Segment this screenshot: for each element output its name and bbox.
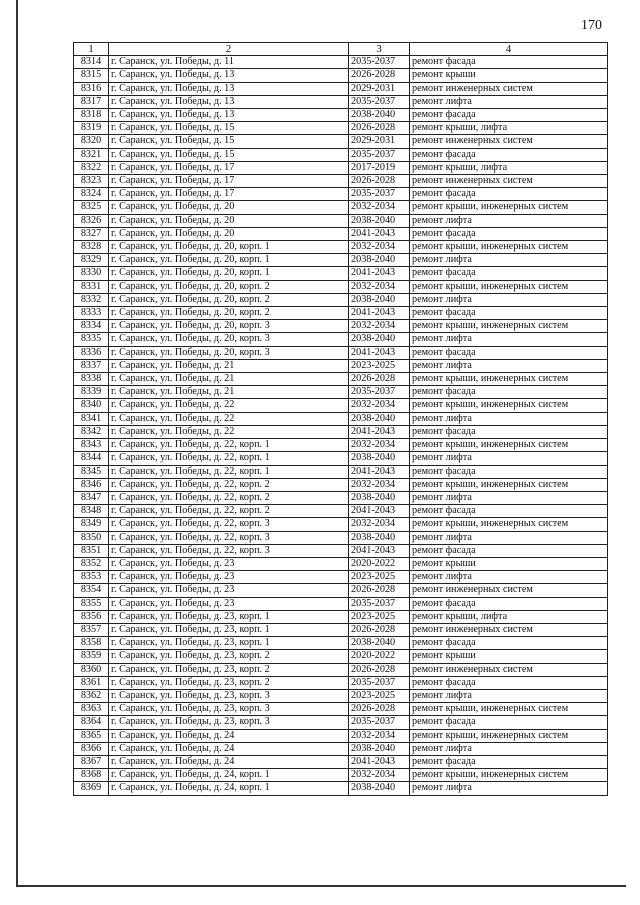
address-cell: г. Саранск, ул. Победы, д. 23 xyxy=(109,597,349,610)
work-type-cell: ремонт крыши xyxy=(410,557,608,570)
work-type-cell: ремонт лифта xyxy=(410,742,608,755)
address-cell: г. Саранск, ул. Победы, д. 22, корп. 1 xyxy=(109,465,349,478)
row-number: 8337 xyxy=(74,359,109,372)
row-number: 8331 xyxy=(74,280,109,293)
address-cell: г. Саранск, ул. Победы, д. 13 xyxy=(109,109,349,122)
table-row xyxy=(74,637,608,650)
row-number: 8328 xyxy=(74,241,109,254)
period-cell: 2023-2025 xyxy=(349,571,410,584)
period-cell: 2038-2040 xyxy=(349,333,410,346)
work-type-cell: ремонт крыши, инженерных систем xyxy=(410,439,608,452)
address-cell: г. Саранск, ул. Победы, д. 13 xyxy=(109,95,349,108)
table-row xyxy=(74,544,608,557)
row-number: 8344 xyxy=(74,452,109,465)
table-row xyxy=(74,109,608,122)
work-type-cell: ремонт фасада xyxy=(410,544,608,557)
period-cell: 2023-2025 xyxy=(349,610,410,623)
period-cell: 2032-2034 xyxy=(349,729,410,742)
row-number: 8351 xyxy=(74,544,109,557)
period-cell: 2026-2028 xyxy=(349,69,410,82)
table-row xyxy=(74,729,608,742)
table-row xyxy=(74,227,608,240)
table-row xyxy=(74,439,608,452)
work-type-cell: ремонт лифта xyxy=(410,689,608,702)
table-row xyxy=(74,557,608,570)
period-cell: 2020-2022 xyxy=(349,650,410,663)
work-type-cell: ремонт фасада xyxy=(410,346,608,359)
row-number: 8343 xyxy=(74,439,109,452)
period-cell: 2032-2034 xyxy=(349,518,410,531)
row-number: 8349 xyxy=(74,518,109,531)
address-cell: г. Саранск, ул. Победы, д. 20 xyxy=(109,214,349,227)
table-row xyxy=(74,201,608,214)
work-type-cell: ремонт крыши, инженерных систем xyxy=(410,703,608,716)
work-type-cell: ремонт лифта xyxy=(410,491,608,504)
period-cell: 2038-2040 xyxy=(349,782,410,795)
row-number: 8320 xyxy=(74,135,109,148)
address-cell: г. Саранск, ул. Победы, д. 23 xyxy=(109,571,349,584)
period-cell: 2029-2031 xyxy=(349,82,410,95)
table-row xyxy=(74,491,608,504)
table-row xyxy=(74,478,608,491)
table-row xyxy=(74,82,608,95)
period-cell: 2035-2037 xyxy=(349,386,410,399)
row-number: 8325 xyxy=(74,201,109,214)
row-number: 8335 xyxy=(74,333,109,346)
table-row xyxy=(74,188,608,201)
row-number: 8339 xyxy=(74,386,109,399)
row-number: 8334 xyxy=(74,320,109,333)
address-cell: г. Саранск, ул. Победы, д. 13 xyxy=(109,82,349,95)
row-number: 8356 xyxy=(74,610,109,623)
period-cell: 2035-2037 xyxy=(349,716,410,729)
row-number: 8364 xyxy=(74,716,109,729)
work-type-cell: ремонт крыши xyxy=(410,650,608,663)
work-type-cell: ремонт фасада xyxy=(410,465,608,478)
row-number: 8338 xyxy=(74,373,109,386)
row-number: 8345 xyxy=(74,465,109,478)
row-number: 8327 xyxy=(74,227,109,240)
work-type-cell: ремонт лифта xyxy=(410,293,608,306)
work-type-cell: ремонт лифта xyxy=(410,95,608,108)
period-cell: 2032-2034 xyxy=(349,241,410,254)
work-type-cell: ремонт фасада xyxy=(410,597,608,610)
work-type-cell: ремонт фасада xyxy=(410,148,608,161)
row-number: 8346 xyxy=(74,478,109,491)
period-cell: 2035-2037 xyxy=(349,56,410,69)
row-number: 8367 xyxy=(74,755,109,768)
table-row xyxy=(74,293,608,306)
period-cell: 2032-2034 xyxy=(349,280,410,293)
period-cell: 2026-2028 xyxy=(349,122,410,135)
table-row xyxy=(74,333,608,346)
address-cell: г. Саранск, ул. Победы, д. 20, корп. 1 xyxy=(109,267,349,280)
period-cell: 2041-2043 xyxy=(349,307,410,320)
table-row xyxy=(74,676,608,689)
table-row xyxy=(74,425,608,438)
period-cell: 2035-2037 xyxy=(349,95,410,108)
register-table xyxy=(73,42,608,796)
period-cell: 2029-2031 xyxy=(349,135,410,148)
work-type-cell: ремонт лифта xyxy=(410,333,608,346)
work-type-cell: ремонт фасада xyxy=(410,716,608,729)
table-row xyxy=(74,703,608,716)
table-row xyxy=(74,597,608,610)
address-cell: г. Саранск, ул. Победы, д. 24 xyxy=(109,742,349,755)
work-type-cell: ремонт крыши, инженерных систем xyxy=(410,373,608,386)
table-row xyxy=(74,56,608,69)
work-type-cell: ремонт фасада xyxy=(410,109,608,122)
work-type-cell: ремонт лифта xyxy=(410,531,608,544)
address-cell: г. Саранск, ул. Победы, д. 23 xyxy=(109,557,349,570)
row-number: 8323 xyxy=(74,175,109,188)
period-cell: 2032-2034 xyxy=(349,399,410,412)
work-type-cell: ремонт фасада xyxy=(410,307,608,320)
address-cell: г. Саранск, ул. Победы, д. 22, корп. 3 xyxy=(109,531,349,544)
table-row xyxy=(74,214,608,227)
address-cell: г. Саранск, ул. Победы, д. 20, корп. 1 xyxy=(109,254,349,267)
row-number: 8342 xyxy=(74,425,109,438)
period-cell: 2041-2043 xyxy=(349,227,410,240)
row-number: 8352 xyxy=(74,557,109,570)
table-row xyxy=(74,175,608,188)
work-type-cell: ремонт крыши, инженерных систем xyxy=(410,399,608,412)
work-type-cell: ремонт крыши, инженерных систем xyxy=(410,241,608,254)
page-number: 170 xyxy=(581,18,602,33)
address-cell: г. Саранск, ул. Победы, д. 22, корп. 1 xyxy=(109,439,349,452)
table-row xyxy=(74,346,608,359)
address-cell: г. Саранск, ул. Победы, д. 24 xyxy=(109,729,349,742)
address-cell: г. Саранск, ул. Победы, д. 23, корп. 2 xyxy=(109,650,349,663)
table-row xyxy=(74,69,608,82)
work-type-cell: ремонт лифта xyxy=(410,782,608,795)
period-cell: 2038-2040 xyxy=(349,214,410,227)
address-cell: г. Саранск, ул. Победы, д. 15 xyxy=(109,148,349,161)
row-number: 8341 xyxy=(74,412,109,425)
page-left-border xyxy=(16,0,18,886)
work-type-cell: ремонт лифта xyxy=(410,412,608,425)
period-cell: 2026-2028 xyxy=(349,373,410,386)
address-cell: г. Саранск, ул. Победы, д. 17 xyxy=(109,188,349,201)
address-cell: г. Саранск, ул. Победы, д. 22, корп. 2 xyxy=(109,491,349,504)
row-number: 8319 xyxy=(74,122,109,135)
address-cell: г. Саранск, ул. Победы, д. 21 xyxy=(109,386,349,399)
address-cell: г. Саранск, ул. Победы, д. 23, корп. 3 xyxy=(109,703,349,716)
page-bottom-border xyxy=(16,885,626,887)
row-number: 8322 xyxy=(74,161,109,174)
work-type-cell: ремонт инженерных систем xyxy=(410,663,608,676)
table-row xyxy=(74,95,608,108)
table-row xyxy=(74,241,608,254)
address-cell: г. Саранск, ул. Победы, д. 20, корп. 1 xyxy=(109,241,349,254)
row-number: 8314 xyxy=(74,56,109,69)
header-col-work: 4 xyxy=(410,43,608,56)
period-cell: 2032-2034 xyxy=(349,769,410,782)
address-cell: г. Саранск, ул. Победы, д. 24 xyxy=(109,755,349,768)
period-cell: 2023-2025 xyxy=(349,359,410,372)
period-cell: 2026-2028 xyxy=(349,175,410,188)
table-row xyxy=(74,610,608,623)
row-number: 8329 xyxy=(74,254,109,267)
work-type-cell: ремонт лифта xyxy=(410,254,608,267)
period-cell: 2038-2040 xyxy=(349,452,410,465)
work-type-cell: ремонт крыши, лифта xyxy=(410,161,608,174)
address-cell: г. Саранск, ул. Победы, д. 22 xyxy=(109,399,349,412)
work-type-cell: ремонт крыши, инженерных систем xyxy=(410,280,608,293)
work-type-cell: ремонт крыши xyxy=(410,69,608,82)
work-type-cell: ремонт фасада xyxy=(410,505,608,518)
table-row xyxy=(74,267,608,280)
work-type-cell: ремонт крыши, инженерных систем xyxy=(410,769,608,782)
address-cell: г. Саранск, ул. Победы, д. 22, корп. 3 xyxy=(109,544,349,557)
table-row xyxy=(74,373,608,386)
table-row xyxy=(74,623,608,636)
work-type-cell: ремонт фасада xyxy=(410,755,608,768)
row-number: 8365 xyxy=(74,729,109,742)
period-cell: 2038-2040 xyxy=(349,254,410,267)
table-row xyxy=(74,307,608,320)
address-cell: г. Саранск, ул. Победы, д. 23, корп. 1 xyxy=(109,623,349,636)
period-cell: 2032-2034 xyxy=(349,439,410,452)
work-type-cell: ремонт инженерных систем xyxy=(410,82,608,95)
table-row xyxy=(74,505,608,518)
address-cell: г. Саранск, ул. Победы, д. 20, корп. 3 xyxy=(109,333,349,346)
row-number: 8350 xyxy=(74,531,109,544)
period-cell: 2041-2043 xyxy=(349,346,410,359)
address-cell: г. Саранск, ул. Победы, д. 15 xyxy=(109,135,349,148)
address-cell: г. Саранск, ул. Победы, д. 23, корп. 3 xyxy=(109,716,349,729)
address-cell: г. Саранск, ул. Победы, д. 20 xyxy=(109,227,349,240)
row-number: 8347 xyxy=(74,491,109,504)
period-cell: 2041-2043 xyxy=(349,544,410,557)
row-number: 8326 xyxy=(74,214,109,227)
table-row xyxy=(74,742,608,755)
table-row xyxy=(74,399,608,412)
row-number: 8324 xyxy=(74,188,109,201)
header-col-period: 3 xyxy=(349,43,410,56)
period-cell: 2035-2037 xyxy=(349,148,410,161)
period-cell: 2038-2040 xyxy=(349,109,410,122)
period-cell: 2038-2040 xyxy=(349,531,410,544)
row-number: 8333 xyxy=(74,307,109,320)
work-type-cell: ремонт крыши, инженерных систем xyxy=(410,201,608,214)
work-type-cell: ремонт инженерных систем xyxy=(410,135,608,148)
work-type-cell: ремонт лифта xyxy=(410,214,608,227)
address-cell: г. Саранск, ул. Победы, д. 17 xyxy=(109,175,349,188)
address-cell: г. Саранск, ул. Победы, д. 20, корп. 3 xyxy=(109,346,349,359)
address-cell: г. Саранск, ул. Победы, д. 21 xyxy=(109,359,349,372)
period-cell: 2020-2022 xyxy=(349,557,410,570)
address-cell: г. Саранск, ул. Победы, д. 22, корп. 1 xyxy=(109,452,349,465)
row-number: 8316 xyxy=(74,82,109,95)
work-type-cell: ремонт инженерных систем xyxy=(410,623,608,636)
work-type-cell: ремонт фасада xyxy=(410,188,608,201)
address-cell: г. Саранск, ул. Победы, д. 23, корп. 1 xyxy=(109,610,349,623)
row-number: 8321 xyxy=(74,148,109,161)
address-cell: г. Саранск, ул. Победы, д. 23, корп. 2 xyxy=(109,676,349,689)
work-type-cell: ремонт фасада xyxy=(410,267,608,280)
table-row xyxy=(74,663,608,676)
period-cell: 2032-2034 xyxy=(349,201,410,214)
table-row xyxy=(74,782,608,795)
period-cell: 2041-2043 xyxy=(349,505,410,518)
period-cell: 2038-2040 xyxy=(349,637,410,650)
table-row xyxy=(74,716,608,729)
table-row xyxy=(74,755,608,768)
row-number: 8330 xyxy=(74,267,109,280)
work-type-cell: ремонт фасада xyxy=(410,676,608,689)
period-cell: 2038-2040 xyxy=(349,412,410,425)
address-cell: г. Саранск, ул. Победы, д. 23, корп. 2 xyxy=(109,663,349,676)
row-number: 8332 xyxy=(74,293,109,306)
row-number: 8318 xyxy=(74,109,109,122)
table-row xyxy=(74,465,608,478)
address-cell: г. Саранск, ул. Победы, д. 20, корп. 3 xyxy=(109,320,349,333)
row-number: 8368 xyxy=(74,769,109,782)
work-type-cell: ремонт крыши, лифта xyxy=(410,610,608,623)
address-cell: г. Саранск, ул. Победы, д. 11 xyxy=(109,56,349,69)
period-cell: 2041-2043 xyxy=(349,425,410,438)
work-type-cell: ремонт фасада xyxy=(410,227,608,240)
row-number: 8361 xyxy=(74,676,109,689)
table-row xyxy=(74,320,608,333)
address-cell: г. Саранск, ул. Победы, д. 23, корп. 1 xyxy=(109,637,349,650)
work-type-cell: ремонт крыши, лифта xyxy=(410,122,608,135)
address-cell: г. Саранск, ул. Победы, д. 22 xyxy=(109,425,349,438)
row-number: 8363 xyxy=(74,703,109,716)
work-type-cell: ремонт крыши, инженерных систем xyxy=(410,518,608,531)
table-row xyxy=(74,689,608,702)
table-header-row xyxy=(74,43,608,56)
table-row xyxy=(74,769,608,782)
address-cell: г. Саранск, ул. Победы, д. 23, корп. 3 xyxy=(109,689,349,702)
header-col-address: 2 xyxy=(109,43,349,56)
row-number: 8355 xyxy=(74,597,109,610)
row-number: 8362 xyxy=(74,689,109,702)
row-number: 8366 xyxy=(74,742,109,755)
work-type-cell: ремонт крыши, инженерных систем xyxy=(410,729,608,742)
address-cell: г. Саранск, ул. Победы, д. 21 xyxy=(109,373,349,386)
row-number: 8358 xyxy=(74,637,109,650)
row-number: 8354 xyxy=(74,584,109,597)
work-type-cell: ремонт фасада xyxy=(410,386,608,399)
table-row xyxy=(74,359,608,372)
row-number: 8336 xyxy=(74,346,109,359)
period-cell: 2026-2028 xyxy=(349,623,410,636)
period-cell: 2041-2043 xyxy=(349,465,410,478)
table-row xyxy=(74,650,608,663)
row-number: 8315 xyxy=(74,69,109,82)
period-cell: 2041-2043 xyxy=(349,755,410,768)
row-number: 8369 xyxy=(74,782,109,795)
table-row xyxy=(74,161,608,174)
work-type-cell: ремонт фасада xyxy=(410,637,608,650)
address-cell: г. Саранск, ул. Победы, д. 22, корп. 2 xyxy=(109,478,349,491)
address-cell: г. Саранск, ул. Победы, д. 20, корп. 2 xyxy=(109,280,349,293)
address-cell: г. Саранск, ул. Победы, д. 24, корп. 1 xyxy=(109,782,349,795)
address-cell: г. Саранск, ул. Победы, д. 22, корп. 2 xyxy=(109,505,349,518)
address-cell: г. Саранск, ул. Победы, д. 24, корп. 1 xyxy=(109,769,349,782)
work-type-cell: ремонт инженерных систем xyxy=(410,175,608,188)
address-cell: г. Саранск, ул. Победы, д. 15 xyxy=(109,122,349,135)
table-row xyxy=(74,122,608,135)
table-row xyxy=(74,386,608,399)
work-type-cell: ремонт крыши, инженерных систем xyxy=(410,320,608,333)
work-type-cell: ремонт лифта xyxy=(410,571,608,584)
period-cell: 2035-2037 xyxy=(349,188,410,201)
table-row xyxy=(74,571,608,584)
period-cell: 2032-2034 xyxy=(349,320,410,333)
table-row xyxy=(74,412,608,425)
row-number: 8353 xyxy=(74,571,109,584)
work-type-cell: ремонт фасада xyxy=(410,56,608,69)
period-cell: 2026-2028 xyxy=(349,703,410,716)
period-cell: 2038-2040 xyxy=(349,491,410,504)
period-cell: 2041-2043 xyxy=(349,267,410,280)
table-row xyxy=(74,280,608,293)
period-cell: 2032-2034 xyxy=(349,478,410,491)
address-cell: г. Саранск, ул. Победы, д. 22, корп. 3 xyxy=(109,518,349,531)
table-row xyxy=(74,148,608,161)
table-row xyxy=(74,584,608,597)
table-row xyxy=(74,531,608,544)
period-cell: 2023-2025 xyxy=(349,689,410,702)
period-cell: 2035-2037 xyxy=(349,676,410,689)
work-type-cell: ремонт фасада xyxy=(410,425,608,438)
address-cell: г. Саранск, ул. Победы, д. 20, корп. 2 xyxy=(109,307,349,320)
table-row xyxy=(74,254,608,267)
table-row xyxy=(74,135,608,148)
address-cell: г. Саранск, ул. Победы, д. 20, корп. 2 xyxy=(109,293,349,306)
row-number: 8359 xyxy=(74,650,109,663)
work-type-cell: ремонт лифта xyxy=(410,359,608,372)
address-cell: г. Саранск, ул. Победы, д. 17 xyxy=(109,161,349,174)
address-cell: г. Саранск, ул. Победы, д. 22 xyxy=(109,412,349,425)
period-cell: 2026-2028 xyxy=(349,663,410,676)
row-number: 8348 xyxy=(74,505,109,518)
table-row xyxy=(74,518,608,531)
row-number: 8340 xyxy=(74,399,109,412)
period-cell: 2038-2040 xyxy=(349,293,410,306)
address-cell: г. Саранск, ул. Победы, д. 20 xyxy=(109,201,349,214)
period-cell: 2026-2028 xyxy=(349,584,410,597)
row-number: 8357 xyxy=(74,623,109,636)
row-number: 8317 xyxy=(74,95,109,108)
period-cell: 2038-2040 xyxy=(349,742,410,755)
work-type-cell: ремонт крыши, инженерных систем xyxy=(410,478,608,491)
period-cell: 2017-2019 xyxy=(349,161,410,174)
work-type-cell: ремонт лифта xyxy=(410,452,608,465)
address-cell: г. Саранск, ул. Победы, д. 13 xyxy=(109,69,349,82)
header-col-number: 1 xyxy=(74,43,109,56)
work-type-cell: ремонт инженерных систем xyxy=(410,584,608,597)
period-cell: 2035-2037 xyxy=(349,597,410,610)
table-row xyxy=(74,452,608,465)
address-cell: г. Саранск, ул. Победы, д. 23 xyxy=(109,584,349,597)
row-number: 8360 xyxy=(74,663,109,676)
